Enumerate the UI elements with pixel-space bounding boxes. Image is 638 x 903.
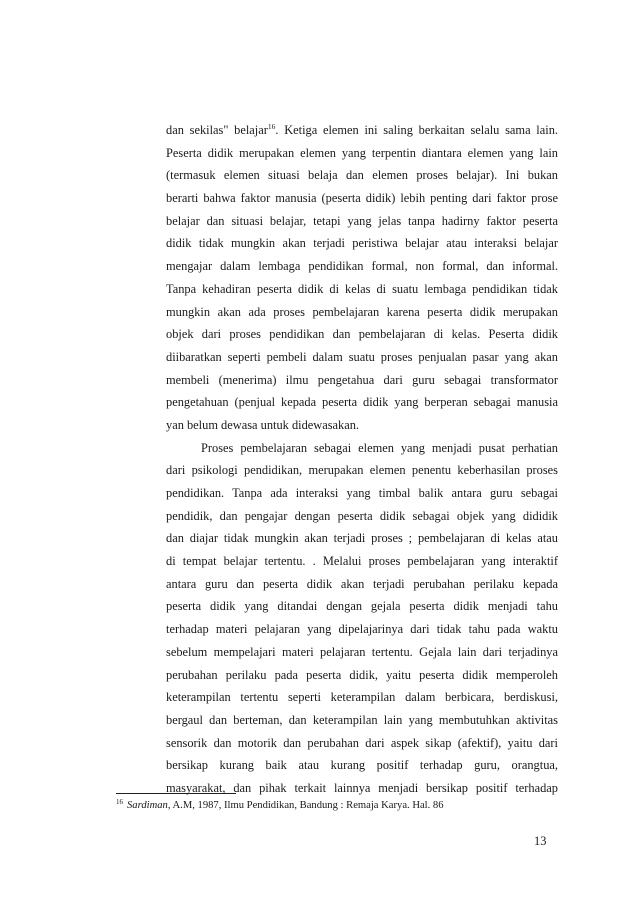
text-line: antara guru dan peserta didik akan terjadi perubahan perilaku kepada — [166, 576, 558, 591]
text-line: dan sekilas" belajar$^{16}$. Ketiga elemen ini saling berkaitan selalu sama lain. — [166, 122, 558, 137]
text-line: mengajar dalam lembaga pendidikan formal, non formal, dan informal. — [166, 259, 558, 274]
paragraph-2 — [166, 437, 558, 800]
text-line: di tempat belajar tertentu. . Melalui proses pembelajaran yang interaktif — [166, 554, 558, 569]
text-line: peserta didik yang ditandai dengan gejala peserta didik menjadi tahu — [166, 599, 558, 614]
body-text — [166, 119, 558, 800]
text-line: pengetahuan (penjual kepada peserta didik yang berperan sebagai manusia — [166, 395, 558, 410]
text-line: (termasuk elemen situasi belaja dan elemen proses belajar). Ini bukan — [166, 168, 558, 183]
text-line: didik tidak mungkin akan terjadi peristiwa belajar atau interaksi belajar — [166, 236, 558, 251]
footnote-divider — [116, 793, 236, 794]
text-line: berarti bahwa faktor manusia (peserta didik) lebih penting dari faktor prose — [166, 191, 558, 206]
text-line: dan diajar tidak mungkin akan terjadi proses ; pembelajaran di kelas atau — [166, 531, 558, 546]
text-line: diibaratkan seperti pembeli dalam suatu proses penjualan pasar yang akan — [166, 349, 558, 364]
text-line: bersikap kurang baik atau kurang positif terhadap guru, orangtua, — [166, 758, 558, 773]
text-line: sensorik dan motorik dan perubahan dari aspek sikap (afektif), yaitu dari — [166, 735, 558, 750]
footnote-number: 16 — [116, 798, 123, 806]
text-line: pendidik, dan pengajar dengan peserta didik sebagai objek yang dididik — [166, 508, 558, 523]
text-line: yan belum dewasa untuk didewasakan. — [166, 417, 360, 432]
text-line: keterampilan tertentu seperti keterampilan dalam berbicara, berdiskusi, — [166, 690, 558, 705]
text-line: Proses pembelajaran sebagai elemen yang menjadi pusat perhatian — [201, 440, 558, 455]
footnote-citation: , A.M, 1987, Ilmu Pendidikan, Bandung : Remaja Karya. Hal. 86 — [167, 800, 444, 811]
text-line: terhadap materi pelajaran yang dipelajarinya dari tidak tahu pada waktu — [166, 622, 558, 637]
text-line: pendidikan. Tanpa ada interaksi yang timbal balik antara guru sebagai — [166, 486, 558, 500]
text-line: masyarakat, dan pihak terkait lainnya menjadi bersikap positif terhadap — [166, 780, 558, 795]
text-line: objek dari proses pendidikan dan pembelajaran di kelas. Peserta didik — [166, 327, 558, 342]
text-line: perubahan perilaku pada peserta didik, yaitu peserta didik memperoleh — [166, 667, 558, 682]
footnote-author: Sardiman — [127, 800, 168, 811]
paragraph-1 — [166, 119, 558, 437]
text-line: dari psikologi pendidikan, merupakan elemen penentu keberhasilan proses — [166, 463, 558, 478]
text-line: Peserta didik merupakan elemen yang terpentin diantara elemen yang lain — [166, 145, 558, 160]
page-number: 13 — [534, 834, 547, 848]
footnote-reference: 16 — [267, 122, 276, 131]
text-line: bergaul dan berteman, dan keterampilan lain yang membutuhkan aktivitas — [166, 712, 558, 727]
text-line: belajar dan situasi belajar, tetapi yang jelas tanpa hadirny faktor peserta — [166, 213, 558, 228]
text-line: Tanpa kehadiran peserta didik di kelas di suatu lembaga pendidikan tidak — [166, 281, 558, 296]
footnote — [116, 799, 566, 813]
text-line: mungkin akan ada proses pembelajaran karena peserta didik merupakan — [166, 304, 558, 319]
text-line: membeli (menerima) ilmu pengetahua dari guru sebagai transformator — [166, 372, 558, 387]
text-line: sebelum mempelajari materi pelajaran tertentu. Gejala lain dari terjadinya — [166, 644, 558, 659]
